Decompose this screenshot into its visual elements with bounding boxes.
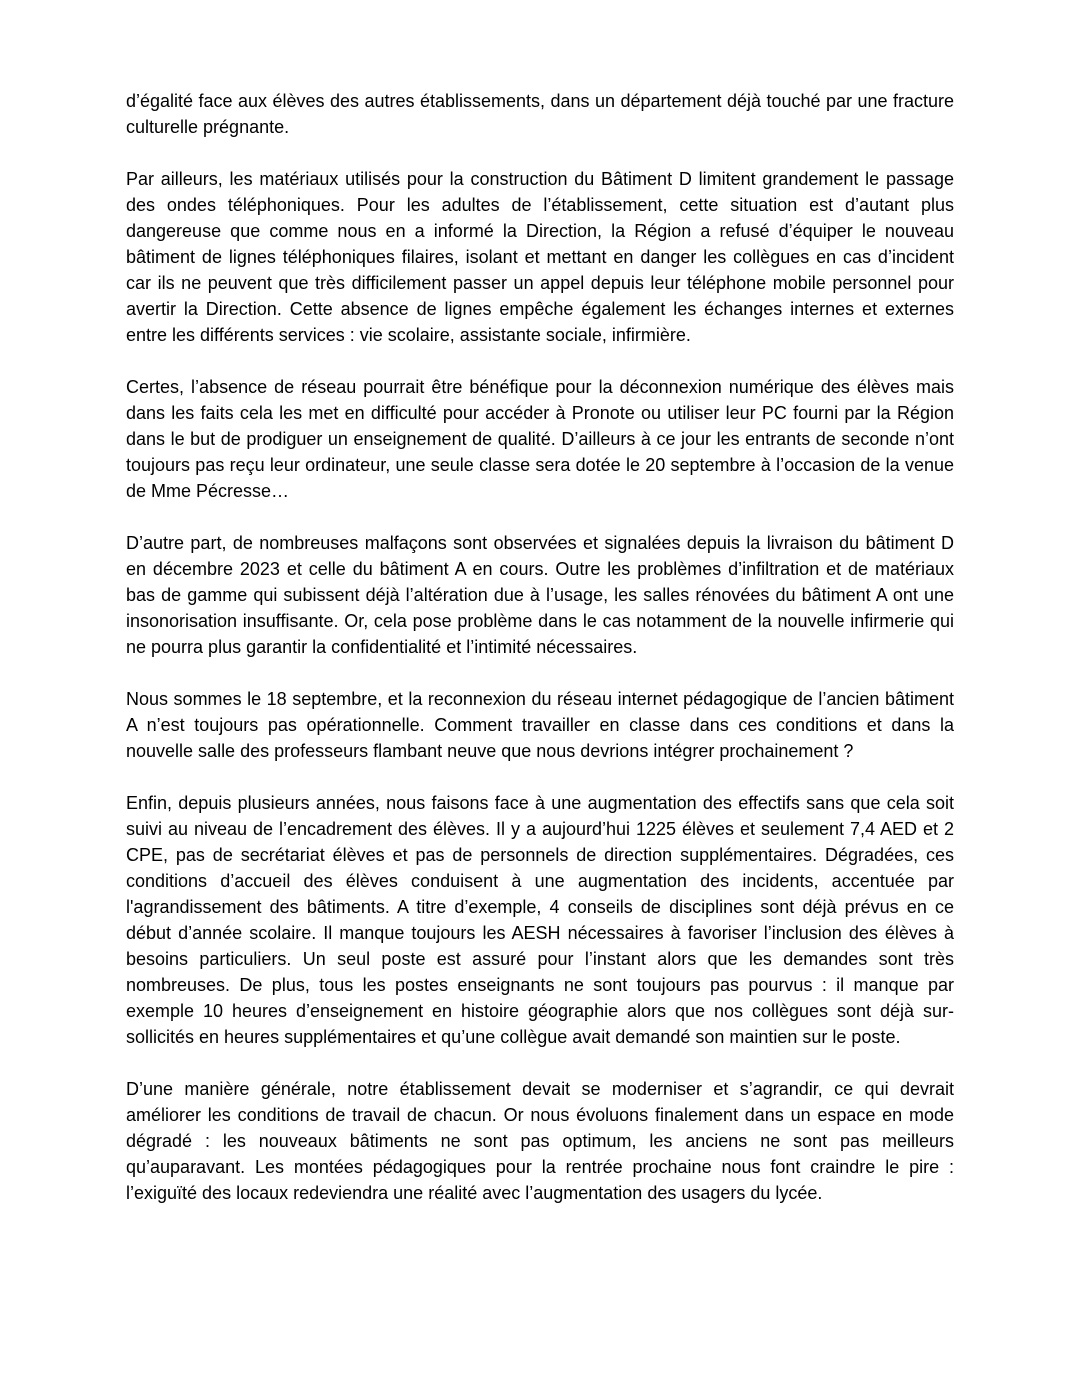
document-text-block (126, 88, 954, 1206)
paragraph-2: Par ailleurs, les matériaux utilisés pour la construction du Bâtiment D limitent grandement le passage des ondes téléphoniques. Pour les adultes de l’établissement, cette situation est d’autant plus dangereuse que comme nous en a informé la Direction, la Région a refusé d’équiper le nouveau bâtiment de lignes téléphoniques filaires, isolant et mettant en danger les collègues en cas d’incident car ils ne peuvent que très difficilement passer un appel depuis leur téléphone mobile personnel pour avertir la Direction. Cette absence de lignes empêche également les échanges internes et externes entre les différents services : vie scolaire, assistante sociale, infirmière. (126, 169, 954, 345)
paragraph-1: d’égalité face aux élèves des autres établissements, dans un département déjà touché par une fracture culturelle prégnante. (126, 91, 954, 137)
paragraph-6: Enfin, depuis plusieurs années, nous faisons face à une augmentation des effectifs sans que cela soit suivi au niveau de l’encadrement des élèves. Il y a aujourd’hui 1225 élèves et seulement 7,4 AED et 2 CPE, pas de secrétariat élèves et pas de personnels de direction supplémentaires. Dégradées, ces conditions d’accueil des élèves conduisent à une augmentation des incidents, accentuée par l'agrandissement des bâtiments. A titre d’exemple, 4 conseils de disciplines sont déjà prévus en ce début d’année scolaire. Il manque toujours les AESH nécessaires à favoriser l’inclusion des élèves à besoins particuliers. Un seul poste est assuré pour l’instant alors que les demandes sont très nombreuses. De plus, tous les postes enseignants ne sont toujours pas pourvus : il manque par exemple 10 heures d’enseignement en histoire géographie alors que nos collègues sont déjà sur-sollicités en heures supplémentaires et qu’une collègue avait demandé son maintien sur le poste. (126, 793, 954, 1047)
paragraph-7: D’une manière générale, notre établissement devait se moderniser et s’agrandir, ce qui devrait améliorer les conditions de travail de chacun. Or nous évoluons finalement dans un espace en mode dégradé : les nouveaux bâtiments ne sont pas optimum, les anciens ne sont pas meilleurs qu’auparavant. Les montées pédagogiques pour la rentrée prochaine nous font craindre le pire : l’exiguïté des locaux redeviendra une réalité avec l’augmentation des usagers du lycée. (126, 1079, 954, 1203)
paragraph-3: Certes, l’absence de réseau pourrait être bénéfique pour la déconnexion numérique des élèves mais dans les faits cela les met en difficulté pour accéder à Pronote ou utiliser leur PC fourni par la Région dans le but de prodiguer un enseignement de qualité. D’ailleurs à ce jour les entrants de seconde n’ont toujours pas reçu leur ordinateur, une seule classe sera dotée le 20 septembre à l’occasion de la venue de Mme Pécresse… (126, 377, 954, 501)
paragraph-4: D’autre part, de nombreuses malfaçons sont observées et signalées depuis la livraison du bâtiment D en décembre 2023 et celle du bâtiment A en cours. Outre les problèmes d’infiltration et de matériaux bas de gamme qui subissent déjà l’altération due à l’usage, les salles rénovées du bâtiment A ont une insonorisation insuffisante. Or, cela pose problème dans le cas notamment de la nouvelle infirmerie qui ne pourra plus garantir la confidentialité et l’intimité nécessaires. (126, 533, 954, 657)
paragraph-5: Nous sommes le 18 septembre, et la reconnexion du réseau internet pédagogique de l’ancien bâtiment A n’est toujours pas opérationnelle. Comment travailler en classe dans ces conditions et dans la nouvelle salle des professeurs flambant neuve que nous devrions intégrer prochainement ? (126, 689, 954, 761)
